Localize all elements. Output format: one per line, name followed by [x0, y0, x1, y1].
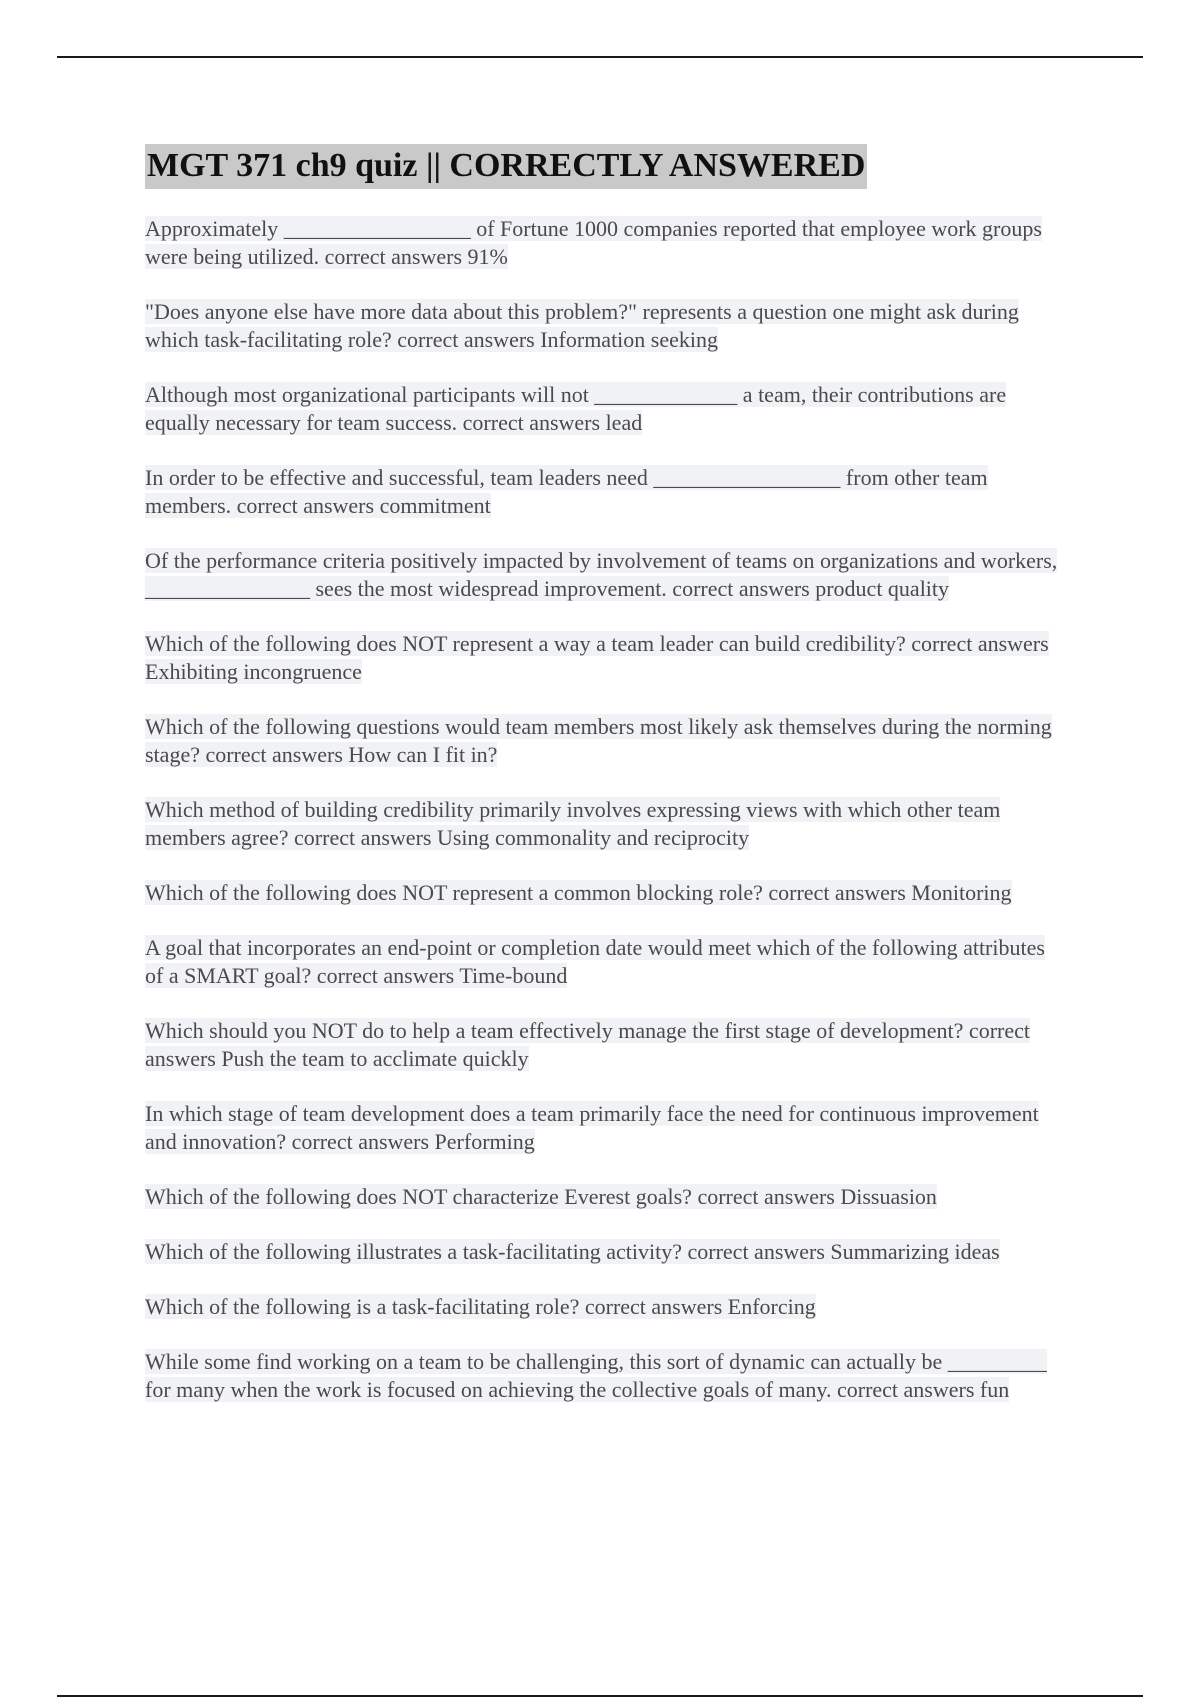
qa-item-text: Approximately _________________ of Fortune 1000 companies reported that employee work groups were being utilized. correct answers 91% — [145, 216, 1042, 269]
qa-item-text: Which of the following is a task-facilitating role? correct answers Enforcing — [145, 1294, 816, 1319]
bottom-rule — [57, 1695, 1143, 1697]
qa-item — [145, 1183, 1065, 1211]
qa-item-text: Which of the following questions would team members most likely ask themselves during the norming stage? correct answers How can I fit in? — [145, 714, 1052, 767]
qa-item — [145, 215, 1065, 271]
document-title: MGT 371 ch9 quiz || CORRECTLY ANSWERED — [145, 144, 867, 189]
qa-item — [145, 879, 1065, 907]
qa-item — [145, 1017, 1065, 1073]
qa-item — [145, 1348, 1065, 1404]
qa-item-text: While some find working on a team to be challenging, this sort of dynamic can actually be _________ for many when the work is focused on achieving the collective goals of many. correct answers fun — [145, 1349, 1047, 1402]
qa-item — [145, 1293, 1065, 1321]
qa-item — [145, 464, 1065, 520]
top-rule — [57, 56, 1143, 58]
qa-item-text: Which of the following illustrates a task-facilitating activity? correct answers Summarizing ideas — [145, 1239, 1000, 1264]
qa-item — [145, 796, 1065, 852]
qa-item-text: In order to be effective and successful, team leaders need _________________ from other team members. correct answers commitment — [145, 465, 988, 518]
qa-item-text: In which stage of team development does a team primarily face the need for continuous improvement and innovation? correct answers Performing — [145, 1101, 1039, 1154]
qa-item-text: Although most organizational participants will not _____________ a team, their contributions are equally necessary for team success. correct answers lead — [145, 382, 1007, 435]
qa-item-text: Which of the following does NOT represent a way a team leader can build credibility? correct answers Exhibiting incongruence — [145, 631, 1049, 684]
qa-item — [145, 934, 1065, 990]
document-body — [145, 144, 1065, 1431]
qa-item-text: A goal that incorporates an end-point or completion date would meet which of the following attributes of a SMART goal? correct answers Time-bound — [145, 935, 1045, 988]
qa-item-text: Of the performance criteria positively impacted by involvement of teams on organizations and workers, _______________ sees the most widespread improvement. correct answers product quality — [145, 548, 1058, 601]
qa-item — [145, 630, 1065, 686]
qa-item — [145, 1100, 1065, 1156]
qa-item-text: Which should you NOT do to help a team effectively manage the first stage of development? correct answers Push the team to acclimate quickly — [145, 1018, 1030, 1071]
qa-item — [145, 381, 1065, 437]
qa-item-text: Which method of building credibility primarily involves expressing views with which other team members agree? correct answers Using commonality and reciprocity — [145, 797, 1001, 850]
qa-list — [145, 215, 1065, 1404]
qa-item-text: Which of the following does NOT represent a common blocking role? correct answers Monitoring — [145, 880, 1012, 905]
qa-item — [145, 1238, 1065, 1266]
qa-item-text: Which of the following does NOT characterize Everest goals? correct answers Dissuasion — [145, 1184, 937, 1209]
qa-item — [145, 298, 1065, 354]
qa-item — [145, 547, 1065, 603]
qa-item — [145, 713, 1065, 769]
qa-item-text: "Does anyone else have more data about this problem?" represents a question one might ask during which task-facilitating role? correct answers Information seeking — [145, 299, 1019, 352]
